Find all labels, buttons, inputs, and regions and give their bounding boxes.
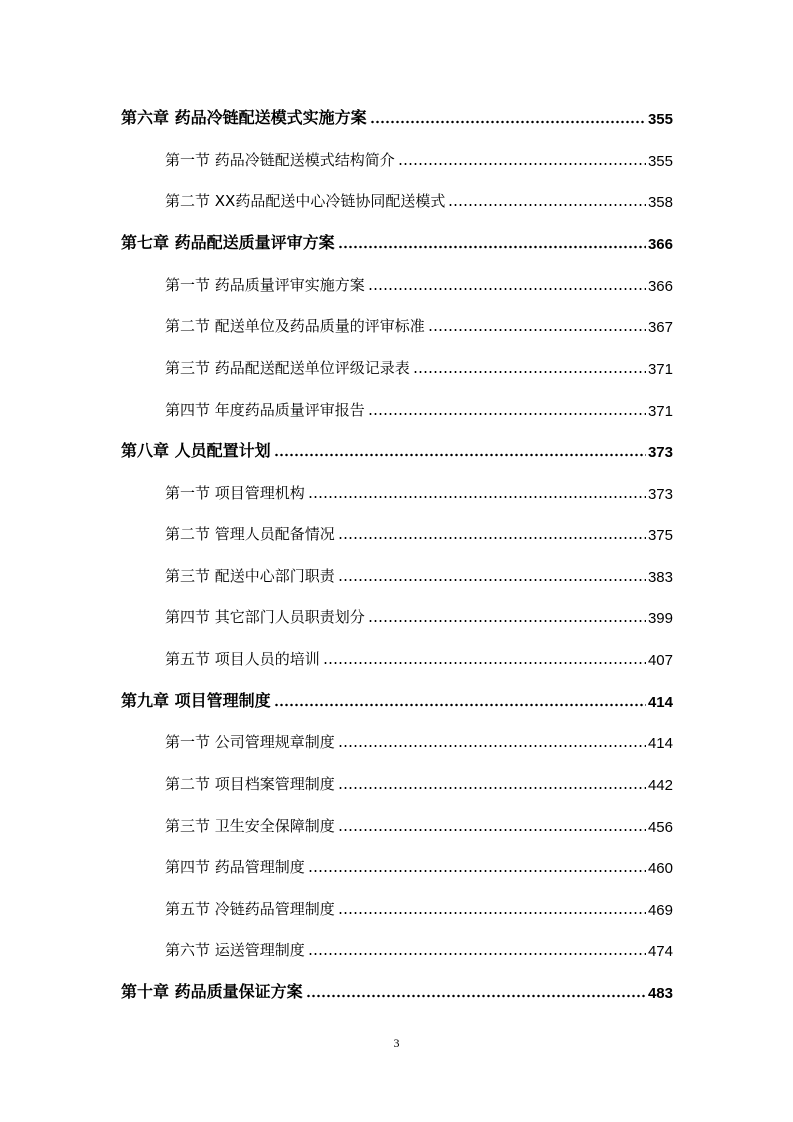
toc-dot-leader [428,328,646,332]
toc-section-8-5[interactable] [165,646,673,670]
toc-section-7-2[interactable] [165,313,673,337]
toc-entry-title: 第三节 卫生安全保障制度 [165,817,335,835]
toc-dot-leader [308,869,646,873]
toc-entry-page: 442 [647,777,673,794]
toc-section-9-2[interactable] [165,771,673,795]
toc-dot-leader [368,619,646,623]
toc-entry-page: 399 [647,610,673,627]
toc-dot-leader [413,370,646,374]
toc-section-7-3[interactable] [165,355,673,379]
toc-section-9-1[interactable] [165,729,673,753]
toc-entry-title: 第六节 运送管理制度 [165,941,305,959]
toc-entry-title: 第九章 项目管理制度 [121,691,271,710]
toc-dot-leader [308,952,646,956]
toc-entry-title: 第二节 项目档案管理制度 [165,775,335,793]
toc-section-6-1[interactable] [165,147,673,171]
toc-dot-leader [274,703,646,707]
toc-dot-leader [368,412,646,416]
toc-entry-title: 第一节 药品冷链配送模式结构简介 [165,151,395,169]
toc-section-6-2[interactable] [165,188,673,212]
toc-entry-page: 375 [647,527,673,544]
toc-entry-title: 第三节 药品配送配送单位评级记录表 [165,359,410,377]
toc-entry-title: 第二节 XX药品配送中心冷链协同配送模式 [165,192,446,210]
toc-entry-title: 第一节 项目管理机构 [165,484,305,502]
toc-dot-leader [338,245,646,249]
toc-dot-leader [398,162,646,166]
toc-dot-leader [308,495,646,499]
toc-dot-leader [338,744,646,748]
toc-entry-page: 469 [647,902,673,919]
toc-section-9-3[interactable] [165,813,673,837]
toc-chapter-7[interactable] [121,230,673,254]
toc-entry-page: 373 [647,486,673,503]
toc-dot-leader [338,536,646,540]
toc-entry-title: 第三节 配送中心部门职责 [165,567,335,585]
toc-dot-leader [338,786,646,790]
toc-chapter-6[interactable] [121,105,673,129]
toc-dot-leader [448,203,646,207]
toc-entry-page: 371 [647,403,673,420]
toc-dot-leader [338,911,646,915]
toc-entry-page: 383 [647,569,673,586]
toc-entry-title: 第七章 药品配送质量评审方案 [121,233,335,252]
toc-chapter-9[interactable] [121,688,673,712]
toc-section-7-4[interactable] [165,397,673,421]
toc-entry-title: 第二节 管理人员配备情况 [165,525,335,543]
toc-entry-page: 355 [647,153,673,170]
toc-dot-leader [274,453,646,457]
toc-section-9-6[interactable] [165,937,673,961]
toc-entry-page: 460 [647,860,673,877]
toc-entry-title: 第四节 其它部门人员职责划分 [165,608,365,626]
toc-entry-page: 474 [647,943,673,960]
toc-entry-title: 第四节 年度药品质量评审报告 [165,401,365,419]
toc-dot-leader [323,661,646,665]
toc-entry-page: 366 [647,236,673,253]
toc-section-8-2[interactable] [165,521,673,545]
toc-entry-title: 第五节 冷链药品管理制度 [165,900,335,918]
toc-entry-title: 第六章 药品冷链配送模式实施方案 [121,108,367,127]
toc-section-7-1[interactable] [165,272,673,296]
toc-dot-leader [338,578,646,582]
toc-section-9-4[interactable] [165,854,673,878]
toc-entry-title: 第八章 人员配置计划 [121,441,271,460]
toc-entry-page: 483 [647,985,673,1002]
toc-entry-page: 373 [647,444,673,461]
toc-dot-leader [306,994,646,998]
toc-entry-page: 355 [647,111,673,128]
toc-entry-page: 367 [647,319,673,336]
toc-section-9-5[interactable] [165,896,673,920]
toc-entry-title: 第五节 项目人员的培训 [165,650,320,668]
toc-entry-page: 366 [647,278,673,295]
toc-entry-title: 第一节 公司管理规章制度 [165,733,335,751]
toc-dot-leader [370,120,646,124]
toc-section-8-4[interactable] [165,604,673,628]
toc-entry-title: 第四节 药品管理制度 [165,858,305,876]
toc-section-8-1[interactable] [165,480,673,504]
toc-dot-leader [338,828,646,832]
toc-entry-page: 414 [647,735,673,752]
toc-entry-page: 414 [647,694,673,711]
toc-dot-leader [368,287,646,291]
toc-entry-page: 407 [647,652,673,669]
toc-section-8-3[interactable] [165,563,673,587]
page-number: 3 [393,1036,400,1050]
toc-entry-title: 第十章 药品质量保证方案 [121,982,303,1001]
toc-entry-page: 358 [647,194,673,211]
toc-chapter-8[interactable] [121,438,673,462]
toc-entry-page: 371 [647,361,673,378]
toc-entry-title: 第二节 配送单位及药品质量的评审标准 [165,317,425,335]
toc-entry-page: 456 [647,819,673,836]
toc-chapter-10[interactable] [121,979,673,1003]
toc-entry-title: 第一节 药品质量评审实施方案 [165,276,365,294]
